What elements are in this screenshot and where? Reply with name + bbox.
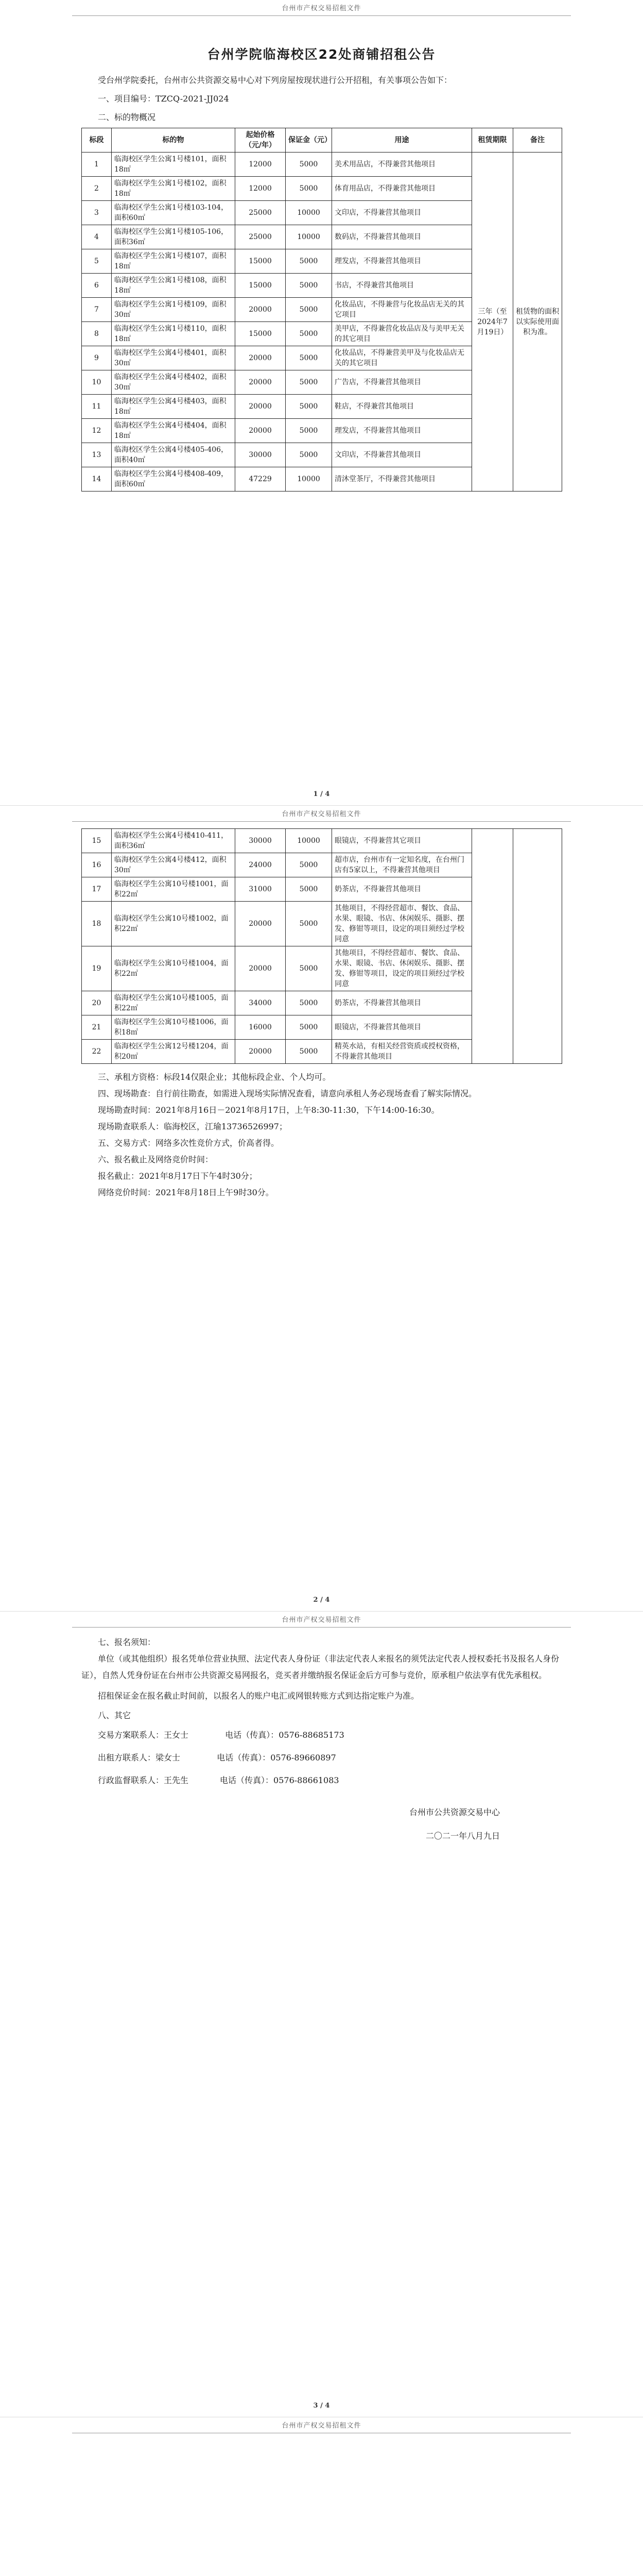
cell-usage: 其他项目，不得经营超市、餐饮、食品、水果、眼镜、书店、休闲娱乐、摄影、摆发、修钳等项目，设定的项目须经过学校同意 [332, 902, 472, 946]
page-2 [0, 806, 643, 1612]
cell-price: 20000 [235, 395, 286, 419]
intro-paragraph: 受台州学院委托，台州市公共资源交易中心对下列房屋按现状进行公开招租，有关事项公告如下： [98, 75, 453, 85]
cell-price: 15000 [235, 274, 286, 298]
cell-price: 20000 [235, 346, 286, 370]
cell-usage: 其他项目，不得经营超市、餐饮、食品、水果、眼镜、书店、休闲娱乐、摄影、摆发、修钳等项目，设定的项目须经过学校同意 [332, 946, 472, 991]
cell-no: 19 [82, 946, 112, 991]
cell-item: 临海校区学生公寓10号楼1004，面积22㎡ [112, 946, 235, 991]
section-5: 五、交易方式：网络多次性竞价方式，价高者得。 [98, 1138, 280, 1148]
page-3 [0, 1612, 643, 2417]
cell-no: 6 [82, 274, 112, 298]
cell-price: 20000 [235, 902, 286, 946]
cell-no: 3 [82, 201, 112, 225]
cell-usage: 数码店，不得兼营其他项目 [332, 225, 472, 249]
table-row [82, 152, 562, 177]
page-header: 台州市产权交易招租文件 [72, 1614, 571, 1628]
col-header-usage: 用途 [332, 128, 472, 152]
cell-deposit: 5000 [286, 877, 332, 902]
cell-usage: 广告店，不得兼营其他项目 [332, 370, 472, 395]
cell-deposit: 5000 [286, 298, 332, 322]
cell-item: 临海校区学生公寓10号楼1006，面积18㎡ [112, 1015, 235, 1040]
cell-no: 11 [82, 395, 112, 419]
col-header-item: 标的物 [112, 128, 235, 152]
cell-price: 25000 [235, 201, 286, 225]
cell-usage: 化妆品店，不得兼营美甲及与化妆品店无关的其它项目 [332, 346, 472, 370]
cell-deposit: 5000 [286, 1015, 332, 1040]
page-number: 2 / 4 [313, 1596, 330, 1604]
cell-deposit: 5000 [286, 177, 332, 201]
cell-item: 临海校区学生公寓10号楼1002，面积22㎡ [112, 902, 235, 946]
table-header-row [82, 128, 562, 152]
cell-deposit: 5000 [286, 991, 332, 1015]
cell-deposit: 5000 [286, 249, 332, 274]
cell-price: 25000 [235, 225, 286, 249]
cell-remark [513, 829, 562, 1064]
cell-usage: 超市店，台州市有一定知名度，在台州门店有5家以上，不得兼营其他项目 [332, 853, 472, 877]
section-4-time: 现场勘查时间：2021年8月16日－2021年8月17日，上午8:30-11:30，下午14:00-16:30。 [98, 1105, 440, 1115]
section-8: 八、其它 [98, 1710, 131, 1720]
cell-item: 临海校区学生公寓1号楼101，面积18㎡ [112, 152, 235, 177]
cell-item: 临海校区学生公寓1号楼109，面积30㎡ [112, 298, 235, 322]
cell-item: 临海校区学生公寓1号楼108，面积18㎡ [112, 274, 235, 298]
section-3: 三、承租方资格：标段14仅限企业；其他标段企业、个人均可。 [98, 1072, 331, 1082]
cell-price: 30000 [235, 443, 286, 467]
cell-item: 临海校区学生公寓10号楼1001，面积22㎡ [112, 877, 235, 902]
cell-price: 47229 [235, 467, 286, 492]
cell-price: 30000 [235, 829, 286, 853]
cell-usage: 理发店，不得兼营其他项目 [332, 249, 472, 274]
col-header-no: 标段 [82, 128, 112, 152]
page-1 [0, 0, 643, 806]
col-header-deposit: 保证金（元） [286, 128, 332, 152]
page-number: 1 / 4 [313, 790, 330, 798]
cell-usage: 美术用品店，不得兼营其他项目 [332, 152, 472, 177]
cell-no: 1 [82, 152, 112, 177]
cell-item: 临海校区学生公寓1号楼102，面积18㎡ [112, 177, 235, 201]
cell-price: 20000 [235, 946, 286, 991]
cell-item: 临海校区学生公寓1号楼105-106，面积36㎡ [112, 225, 235, 249]
cell-price: 15000 [235, 322, 286, 346]
contact-transaction: 交易方案联系人：王女士 电话（传真）：0576-88685173 [98, 1730, 344, 1740]
cell-price: 16000 [235, 1015, 286, 1040]
cell-item: 临海校区学生公寓4号楼408-409，面积60㎡ [112, 467, 235, 492]
cell-no: 12 [82, 419, 112, 443]
cell-usage: 清沐堂茶厅，不得兼营其他项目 [332, 467, 472, 492]
page-number: 3 / 4 [313, 2402, 330, 2410]
cell-usage: 眼镜店，不得兼营其他项目 [332, 1015, 472, 1040]
cell-lease-term: 三年（至2024年7月19日） [472, 152, 513, 492]
contact-lessor: 出租方联系人：梁女士 电话（传真）：0576-89660897 [98, 1753, 336, 1762]
cell-remark: 租赁物的面积以实际使用面积为准。 [513, 152, 562, 492]
cell-lease-term [472, 829, 513, 1064]
cell-no: 20 [82, 991, 112, 1015]
cell-item: 临海校区学生公寓4号楼405-406，面积40㎡ [112, 443, 235, 467]
cell-item: 临海校区学生公寓12号楼1204，面积20㎡ [112, 1040, 235, 1064]
cell-price: 20000 [235, 1040, 286, 1064]
cell-item: 临海校区学生公寓4号楼410-411，面积36㎡ [112, 829, 235, 853]
cell-usage: 书店，不得兼营其他项目 [332, 274, 472, 298]
cell-price: 12000 [235, 152, 286, 177]
cell-usage: 精英水站，有相关经营资质或授权资格，不得兼营其他项目 [332, 1040, 472, 1064]
document-title: 台州学院临海校区22处商铺招租公告 [207, 47, 436, 62]
cell-price: 31000 [235, 877, 286, 902]
cell-price: 20000 [235, 419, 286, 443]
cell-deposit: 10000 [286, 467, 332, 492]
cell-deposit: 10000 [286, 201, 332, 225]
cell-deposit: 5000 [286, 346, 332, 370]
cell-usage: 鞋店，不得兼营其他项目 [332, 395, 472, 419]
cell-item: 临海校区学生公寓10号楼1005，面积22㎡ [112, 991, 235, 1015]
project-number: 一、项目编号：TZCQ-2021-JJ024 [98, 94, 229, 104]
cell-usage: 奶茶店，不得兼营其他项目 [332, 991, 472, 1015]
cell-deposit: 5000 [286, 395, 332, 419]
section-7: 七、报名须知： [98, 1637, 156, 1647]
page-header: 台州市产权交易招租文件 [72, 2, 571, 16]
cell-item: 临海校区学生公寓4号楼404，面积18㎡ [112, 419, 235, 443]
cell-deposit: 5000 [286, 322, 332, 346]
page-1-content [81, 44, 562, 492]
cell-no: 22 [82, 1040, 112, 1064]
cell-usage: 美甲店，不得兼营化妆品店及与美甲无关的其它项目 [332, 322, 472, 346]
cell-price: 15000 [235, 249, 286, 274]
cell-price: 24000 [235, 853, 286, 877]
cell-no: 16 [82, 853, 112, 877]
cell-no: 18 [82, 902, 112, 946]
cell-usage: 文印店，不得兼营其他项目 [332, 201, 472, 225]
cell-usage: 理发店，不得兼营其他项目 [332, 419, 472, 443]
cell-no: 4 [82, 225, 112, 249]
section-6-deadline: 报名截止：2021年8月17日下午4时30分； [98, 1171, 257, 1181]
cell-price: 12000 [235, 177, 286, 201]
cell-deposit: 5000 [286, 1040, 332, 1064]
cell-usage: 奶茶店，不得兼营其他项目 [332, 877, 472, 902]
col-header-price: 起始价格（元/年） [235, 128, 286, 152]
page-header: 台州市产权交易招租文件 [72, 2419, 571, 2433]
cell-deposit: 5000 [286, 370, 332, 395]
cell-item: 临海校区学生公寓1号楼103-104，面积60㎡ [112, 201, 235, 225]
cell-deposit: 5000 [286, 274, 332, 298]
page-header: 台州市产权交易招租文件 [72, 808, 571, 822]
cell-usage: 文印店，不得兼营其他项目 [332, 443, 472, 467]
cell-no: 8 [82, 322, 112, 346]
cell-no: 2 [82, 177, 112, 201]
cell-deposit: 5000 [286, 443, 332, 467]
cell-no: 14 [82, 467, 112, 492]
cell-no: 5 [82, 249, 112, 274]
cell-no: 13 [82, 443, 112, 467]
cell-item: 临海校区学生公寓4号楼402，面积30㎡ [112, 370, 235, 395]
section-7-paragraph-2: 招租保证金在报名截止时间前，以报名人的账户电汇或网银转账方式到达指定账户为准。 [98, 1691, 420, 1701]
cell-no: 17 [82, 877, 112, 902]
section-2-heading: 二、标的物概况 [98, 112, 156, 122]
page-2-content [81, 826, 562, 1201]
cell-item: 临海校区学生公寓1号楼107，面积18㎡ [112, 249, 235, 274]
cell-item: 临海校区学生公寓4号楼412，面积30㎡ [112, 853, 235, 877]
cell-deposit: 5000 [286, 902, 332, 946]
cell-no: 15 [82, 829, 112, 853]
property-table-1 [81, 128, 562, 492]
cell-deposit: 5000 [286, 853, 332, 877]
cell-usage: 体育用品店，不得兼营其他项目 [332, 177, 472, 201]
cell-deposit: 5000 [286, 946, 332, 991]
cell-deposit: 5000 [286, 419, 332, 443]
section-6-bid-time: 网络竞价时间：2021年8月18日上午9时30分。 [98, 1188, 274, 1197]
section-4: 四、现场勘查：自行前往勘查，如需进入现场实际情况查看，请意向承租人务必现场查看了解实际情况。 [98, 1089, 477, 1098]
section-6: 六、报名截止及网络竞价时间： [98, 1155, 214, 1164]
cell-no: 10 [82, 370, 112, 395]
cell-price: 20000 [235, 298, 286, 322]
cell-no: 9 [82, 346, 112, 370]
contact-supervision: 行政监督联系人：王先生 电话（传真）：0576-88661083 [98, 1775, 339, 1785]
cell-deposit: 10000 [286, 829, 332, 853]
cell-deposit: 5000 [286, 152, 332, 177]
cell-item: 临海校区学生公寓4号楼403，面积18㎡ [112, 395, 235, 419]
cell-usage: 化妆品店，不得兼营与化妆品店无关的其它项目 [332, 298, 472, 322]
cell-no: 21 [82, 1015, 112, 1040]
cell-price: 20000 [235, 370, 286, 395]
table-row [82, 829, 562, 853]
page-3-content [81, 1634, 562, 1844]
cell-deposit: 10000 [286, 225, 332, 249]
page-4 [0, 2417, 643, 2576]
cell-no: 7 [82, 298, 112, 322]
cell-usage: 眼镜店，不得兼营其它项目 [332, 829, 472, 853]
signature-date: 二〇二一年八月九日 [425, 1831, 500, 1841]
section-4-contact: 现场勘查联系人：临海校区，江瑜13736526997； [98, 1122, 287, 1131]
property-table-2 [81, 828, 562, 1064]
col-header-term: 租赁期限 [472, 128, 513, 152]
col-header-remark: 备注 [513, 128, 562, 152]
signature-organization: 台州市公共资源交易中心 [409, 1807, 500, 1817]
cell-item: 临海校区学生公寓1号楼110，面积18㎡ [112, 322, 235, 346]
cell-item: 临海校区学生公寓4号楼401，面积30㎡ [112, 346, 235, 370]
section-7-paragraph-1: 单位（或其他组织）报名凭单位营业执照、法定代表人身份证（非法定代表人来报名的须凭法定代表人授权委托书及报名人身份证），自然人凭身份证在台州市公共资源交易网报名，竞买者并缴纳报名保证金后方可参与竞价，原承租户依法享有优先承租权。 [81, 1654, 560, 1680]
cell-price: 34000 [235, 991, 286, 1015]
